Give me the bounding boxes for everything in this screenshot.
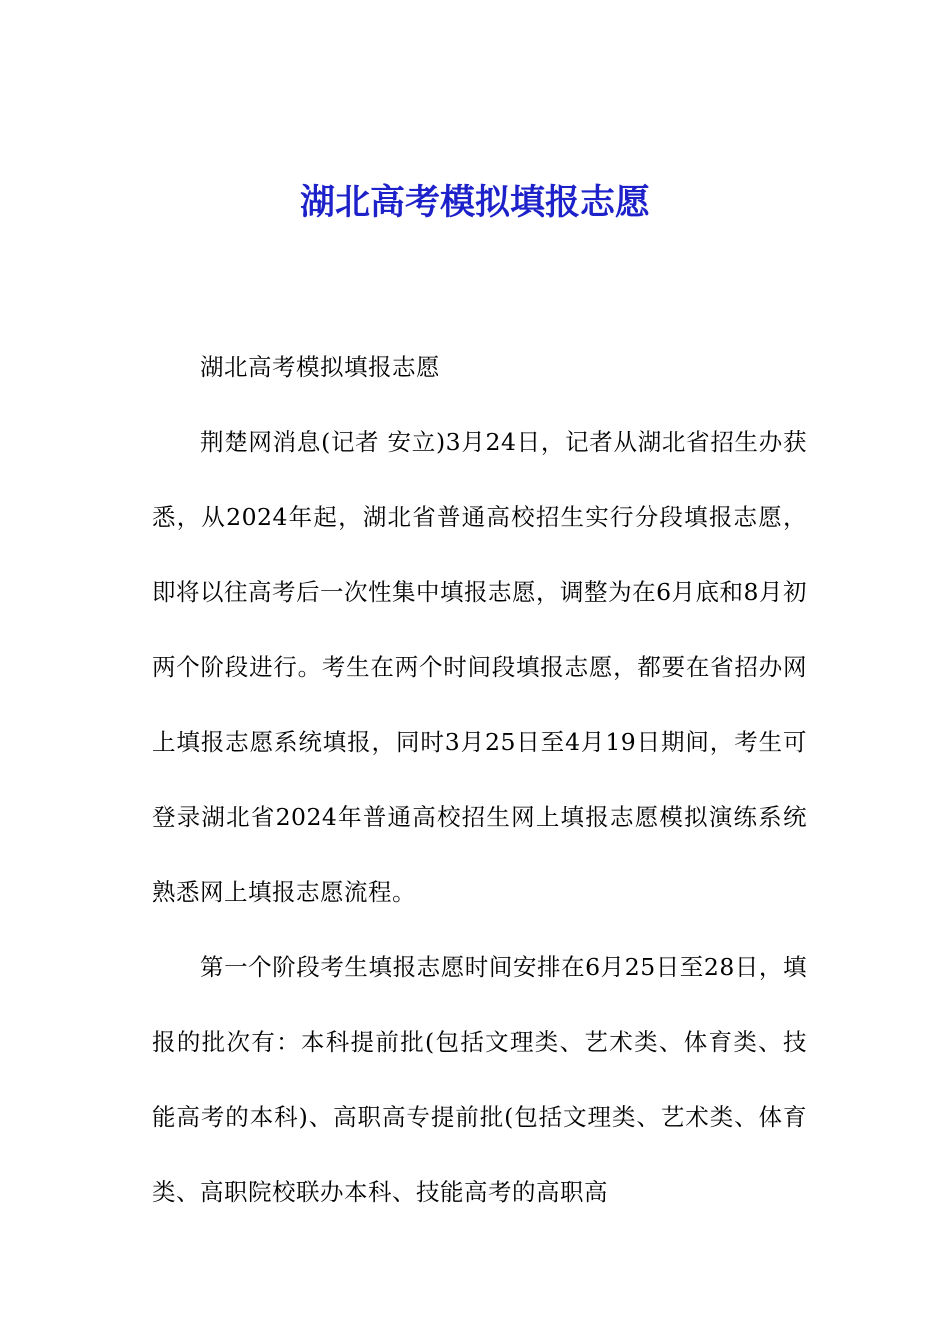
document-title: 湖北高考模拟填报志愿 (299, 183, 650, 223)
document-body (152, 330, 807, 1230)
paragraph: 第一个阶段考生填报志愿时间安排在6月25日至28日，填报的批次有：本科提前批(包括文理类、艺术类、体育类、技能高考的本科)、高职高专提前批(包括文理类、艺术类、体育类、高职院校联办本科、技能高考的高职高 (152, 953, 807, 1206)
paragraph: 荆楚网消息(记者 安立)3月24日，记者从湖北省招生办获悉，从2024年起，湖北省普通高校招生实行分段填报志愿，即将以往高考后一次性集中填报志愿，调整为在6月底和8月初两个阶段进行。考生在两个时间段填报志愿，都要在省招办网上填报志愿系统填报，同时3月25日至4月19日期间，考生可登录湖北省2024年普通高校招生网上填报志愿模拟演练系统熟悉网上填报志愿流程。 (152, 428, 807, 906)
paragraph: 湖北高考模拟填报志愿 (200, 353, 440, 381)
